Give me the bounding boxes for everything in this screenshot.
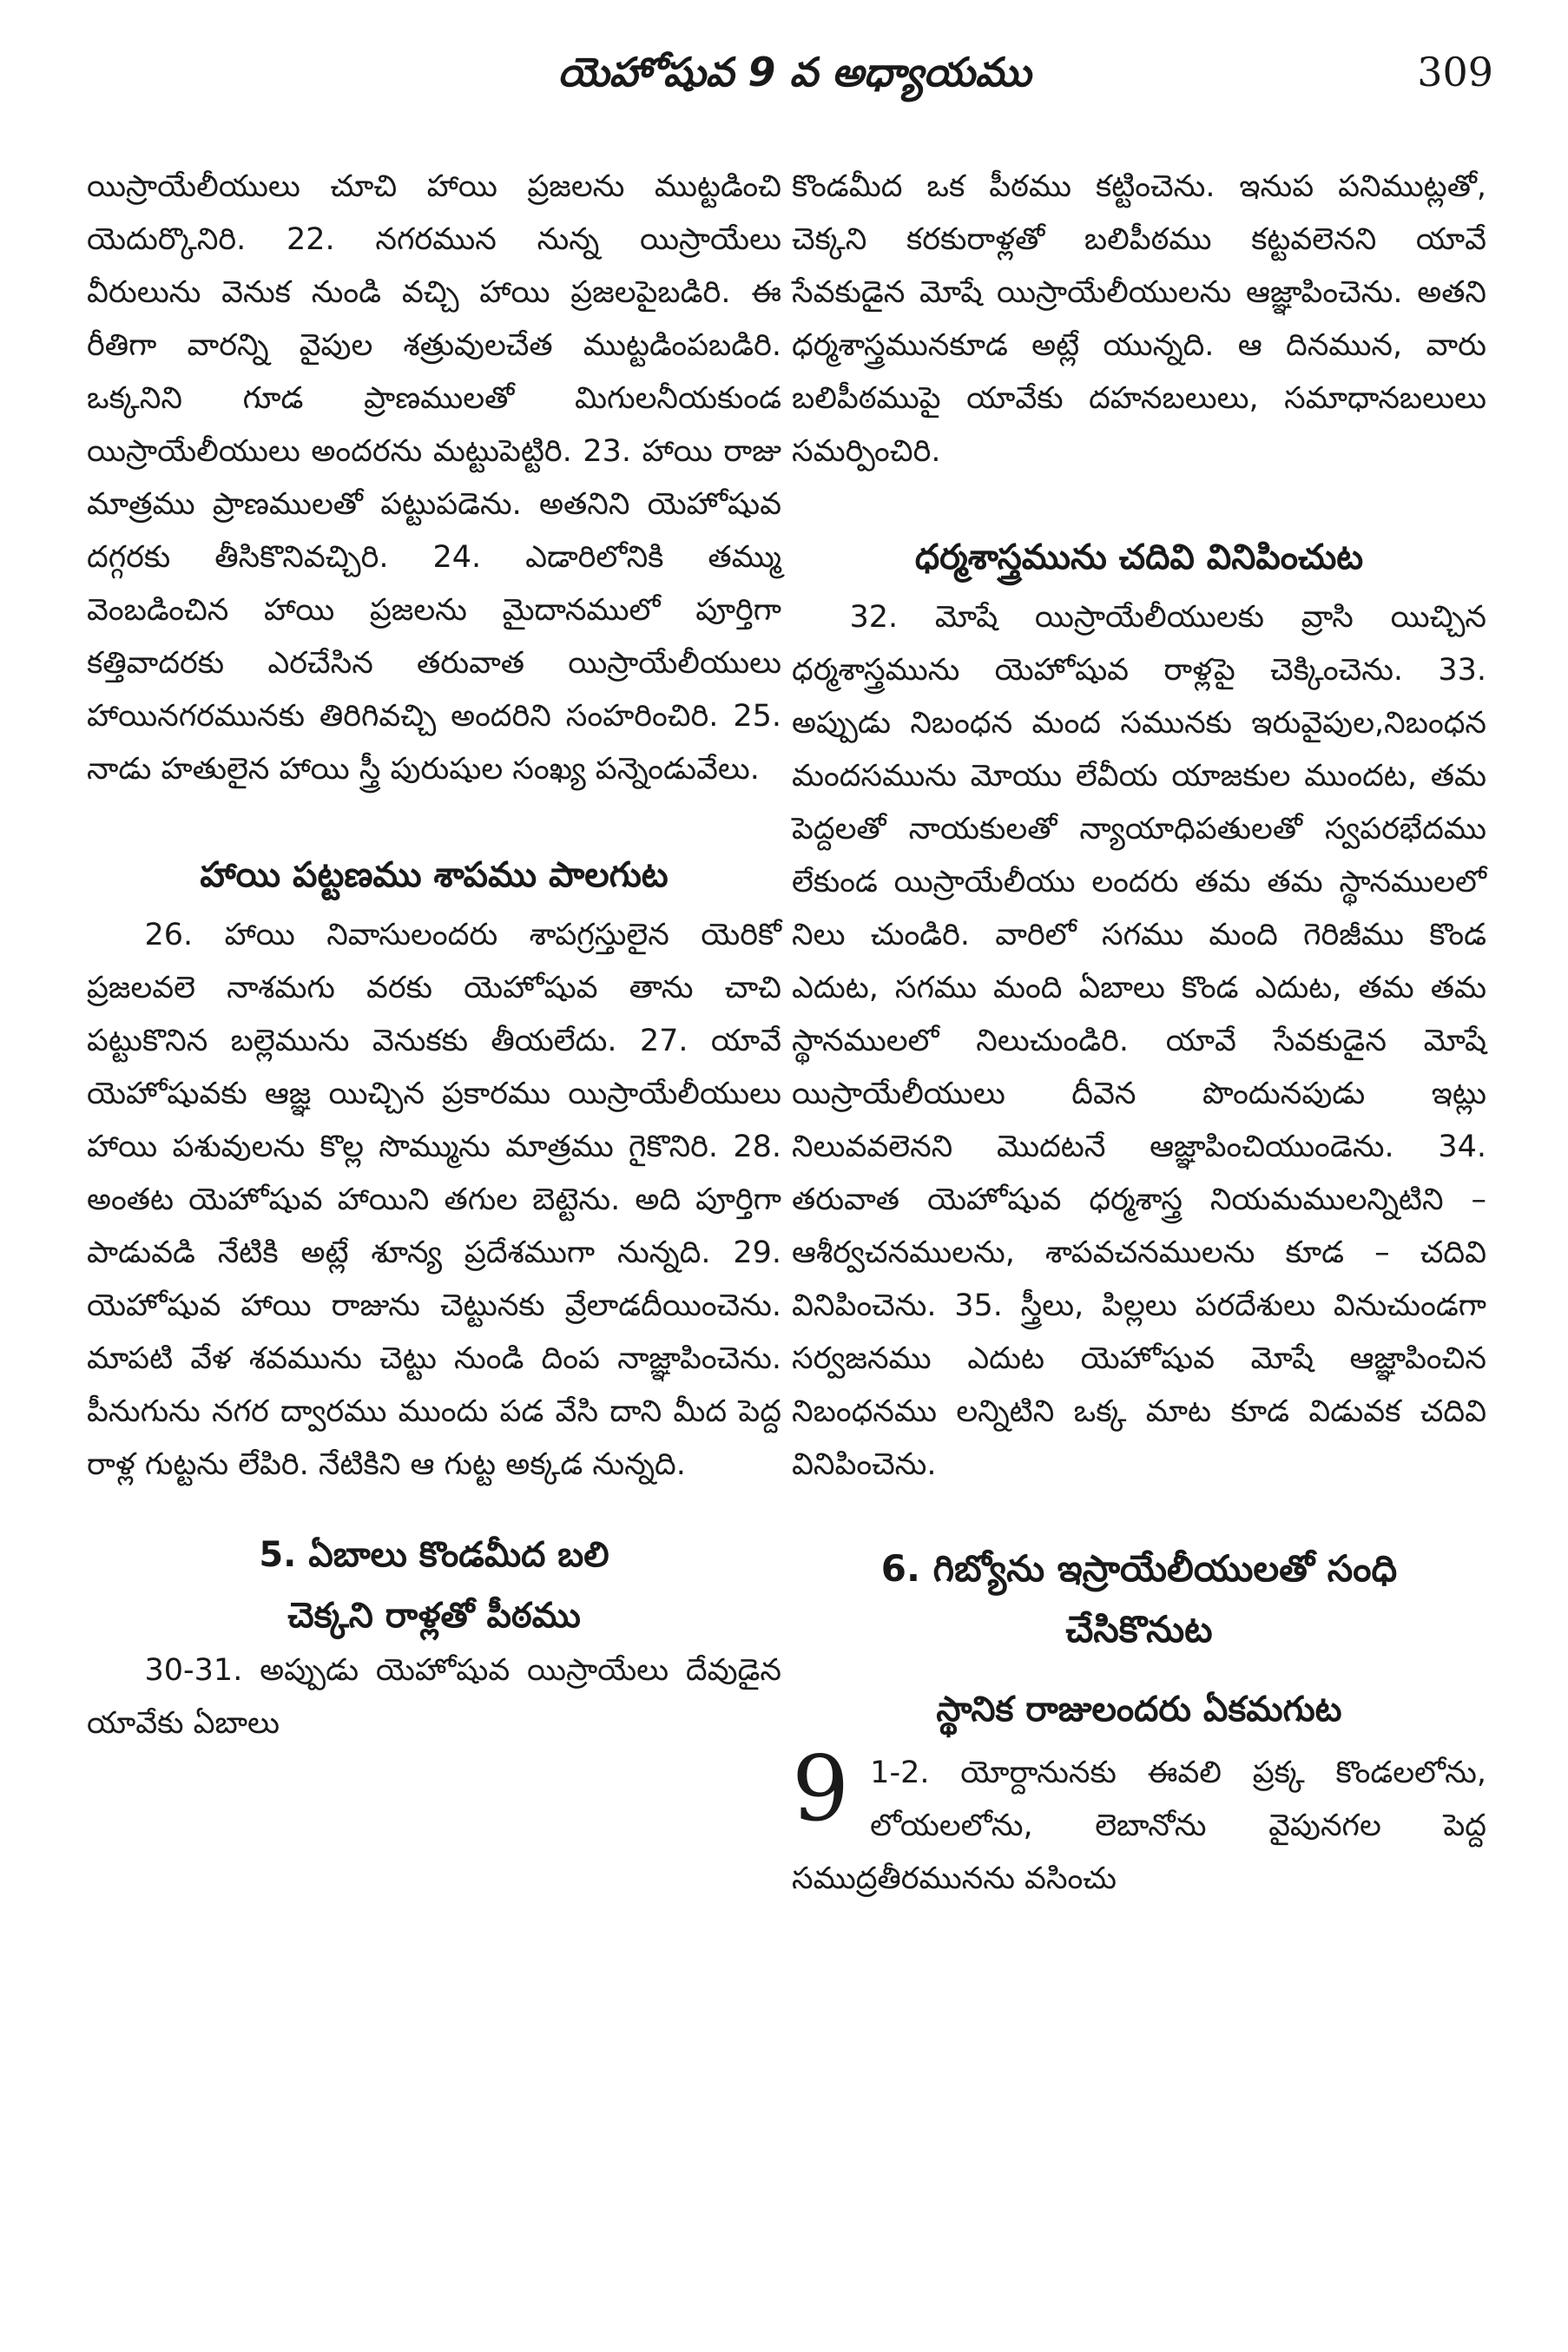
section-heading: హాయి పట్టణము శాపము పాలగుట	[200, 855, 669, 895]
chapter-drop-cap: 9	[792, 1736, 850, 1841]
body-paragraph: 32. మోషే యిస్రాయేలీయులకు వ్రాసి యిచ్చిన ధర్మశాస్త్రమును యెహోషువ రాళ్లపై చెక్కించెను. 33. అప్పుడు నిబంధన మంద సమునకు ఇరువైపుల,నిబంధన మందసమును మోయు లేవీయ యాజకుల ముందట, తమ పెద్దలతో నాయకులతో న్యాయాధిపతులతో స్వపరభేదము లేకుండ యిస్రాయేలీయు లందరు తమ తమ స్థానములలో నిలు చుండిరి. వారిలో సగము మంది గెరిజీము కొండ ఎదుట, సగము మంది ఏబాలు కొండ ఎదుట, తమ తమ స్థానములలో నిలుచుండిరి. యావే సేవకుడైన మోషే యిస్రాయేలీయులు దీవెన పొందునపుడు ఇట్లు నిలువవలెనని మొదటనే ఆజ్ఞాపించియుండెను. 34. తరువాత యెహోషువ ధర్మశాస్త్ర నియమములన్నిటిని – ఆశీర్వచనములను, శాపవచనములను కూడ – చదివి వినిపించెను. 35. స్త్రీలు, పిల్లలు పరదేశులు వినుచుండగా సర్వజనము ఎదుట యెహోషువ మోషే ఆజ్ఞాపించిన నిబంధనము లన్నిటిని ఒక్క మాట కూడ విడువక చదివి వినిపించెను.	[792, 600, 1486, 1482]
section-heading-line-2: చెక్కని రాళ్లతో పీఠము	[287, 1596, 581, 1636]
section-heading: స్థానిక రాజులందరు ఏకమగుట	[936, 1690, 1342, 1729]
running-header	[96, 49, 1493, 109]
chapter-section-heading-line-2: చేసికొనుట	[1065, 1608, 1213, 1650]
page-number: 309	[1417, 49, 1493, 96]
section-heading-line-1: 5. ఏబాలు కొండమీద బలి	[259, 1535, 609, 1575]
body-paragraph: యిస్రాయేలీయులు చూచి హాయి ప్రజలను ముట్టడించి యెదుర్కొనిరి. 22. నగరమున నున్న యిస్రాయేలు వీరులును వెనుక నుండి వచ్చి హాయి ప్రజలపైబడిరి. ఈ రీతిగా వారన్ని వైపుల శత్రువులచేత ముట్టడింపబడిరి. ఒక్కనిని గూడ ప్రాణములతో మిగులనీయకుండ యిస్రాయేలీయులు అందరను మట్టుపెట్టిరి. 23. హాయి రాజు మాత్రము ప్రాణములతో పట్టుపడెను. అతనిని యెహోషువ దగ్గరకు తీసికొనివచ్చిరి. 24. ఎడారిలోనికి తమ్ము వెంబడించిన హాయి ప్రజలను మైదానములో పూర్తిగా కత్తివాదరకు ఎరచేసిన తరువాత యిస్రాయేలీయులు హాయినగరమునకు తిరిగివచ్చి అందరిని సంహరించిరి. 25. నాడు హతులైన హాయి స్త్రీ పురుషుల సంఖ్య పన్నెండువేలు.	[87, 169, 781, 787]
chapter-title: యెహోషువ 9 వ అధ్యాయము	[557, 49, 1031, 96]
left-column	[87, 161, 781, 1750]
body-paragraph: 26. హాయి నివాసులందరు శాపగ్రస్తులైన యెరికో ప్రజలవలె నాశమగు వరకు యెహోషువ తాను చాచి పట్టుకొనిన బల్లెమును వెనుకకు తీయలేదు. 27. యావే యెహోషువకు ఆజ్ఞ యిచ్చిన ప్రకారము యిస్రాయేలీయులు హాయి పశువులను కొల్ల సొమ్మును మాత్రము గైకొనిరి. 28. అంతట యెహోషువ హాయిని తగుల బెట్టెను. అది పూర్తిగా పాడువడి నేటికి అట్లే శూన్య ప్రదేశముగా నున్నది. 29. యెహోషువ హాయి రాజును చెట్టునకు వ్రేలాడదీయించెను. మాపటి వేళ శవమును చెట్టు నుండి దింప నాజ్ఞాపించెను. పీనుగును నగర ద్వారము ముందు పడ వేసి దాని మీద పెద్ద రాళ్ల గుట్టను లేపిరి. నేటికిని ఆ గుట్ట అక్కడ నున్నది.	[87, 918, 781, 1482]
body-paragraph: కొండమీద ఒక పీఠము కట్టించెను. ఇనుప పనిముట్లతో, చెక్కని కరకురాళ్లతో బలిపీఠము కట్టవలెనని యావే సేవకుడైన మోషే యిస్రాయేలీయులను ఆజ్ఞాపించెను. అతని ధర్మశాస్త్రమునకూడ అట్లే యున్నది. ఆ దినమున, వారు బలిపీఠముపై యావేకు దహనబలులు, సమాధానబలులు సమర్పించిరి.	[792, 169, 1486, 469]
section-heading: ధర్మశాస్త్రమును చదివి వినిపించుట	[914, 537, 1364, 577]
body-paragraph: 30-31. అప్పుడు యెహోషువ యిస్రాయేలు దేవుడైన యావేకు ఏబాలు	[87, 1653, 781, 1741]
right-column	[792, 161, 1486, 1906]
body-paragraph-with-drop-cap	[792, 1736, 1486, 1906]
chapter-section-heading-line-1: 6. గిబ్యోను ఇస్రాయేలీయులతో సంధి	[880, 1547, 1398, 1590]
body-text: 1-2. యోర్దానునకు ఈవలి ప్రక్క కొండలలోను, లోయలలోను, లెబానోను వైపునగల పెద్ద సముద్రతీరమునను వసించు	[792, 1756, 1486, 1896]
